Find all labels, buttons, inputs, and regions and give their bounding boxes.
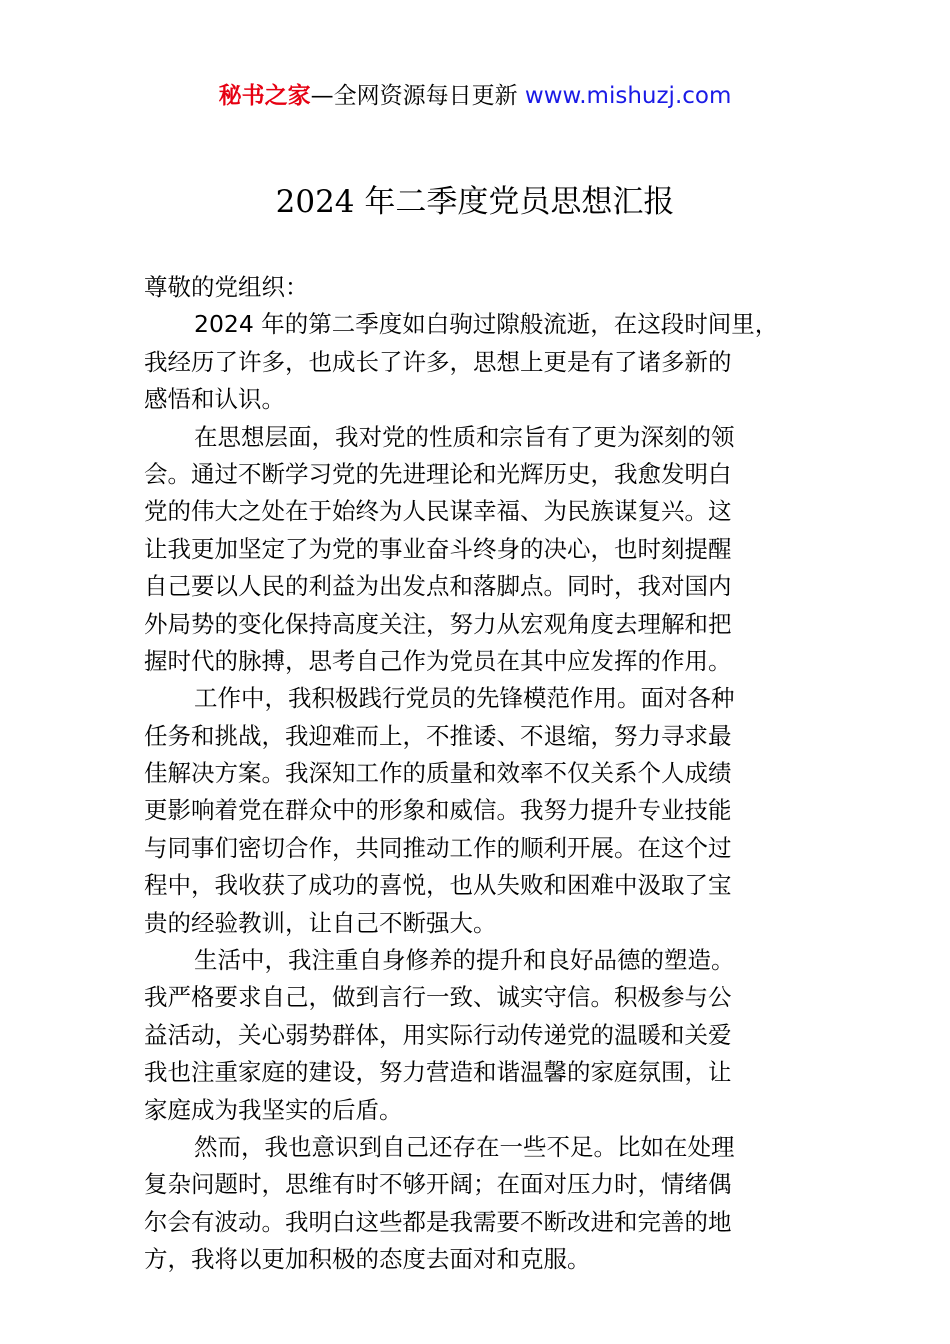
- body-line: 与同事们密切合作，共同推动工作的顺利开展。在这个过: [144, 833, 732, 862]
- site-tagline: —全网资源每日更新: [310, 83, 525, 109]
- body-line: 生活中，我注重自身修养的提升和良好品德的塑造。: [194, 946, 735, 975]
- document-body: [144, 269, 814, 1279]
- body-line: 外局势的变化保持高度关注，努力从宏观角度去理解和把: [144, 609, 732, 638]
- body-line: 复杂问题时，思维有时不够开阔；在面对压力时，情绪偶: [144, 1170, 732, 1199]
- site-brand: 秘书之家: [218, 83, 311, 109]
- site-url-link[interactable]: www.mishuzj.com: [524, 83, 732, 109]
- body-line: 更影响着党在群众中的形象和威信。我努力提升专业技能: [144, 796, 732, 825]
- body-line: 我经历了许多，也成长了许多，思想上更是有了诸多新的: [144, 347, 732, 376]
- body-line: 在思想层面，我对党的性质和宗旨有了更为深刻的领: [194, 422, 735, 451]
- body-line: 让我更加坚定了为党的事业奋斗终身的决心，也时刻提醒: [144, 534, 732, 563]
- body-line: 然而，我也意识到自己还存在一些不足。比如在处理: [194, 1132, 735, 1161]
- body-line: 贵的经验教训，让自己不断强大。: [144, 908, 497, 937]
- body-line: 益活动，关心弱势群体，用实际行动传递党的温暖和关爱: [144, 1020, 732, 1049]
- body-line: 感悟和认识。: [144, 385, 285, 414]
- body-line: 2024 年的第二季度如白驹过隙般流逝，在这段时间里，: [194, 310, 779, 339]
- body-line: 尔会有波动。我明白这些都是我需要不断改进和完善的地: [144, 1207, 732, 1236]
- body-line: 我严格要求自己，做到言行一致、诚实守信。积极参与公: [144, 983, 732, 1012]
- body-line: 佳解决方案。我深知工作的质量和效率不仅关系个人成绩: [144, 759, 732, 788]
- body-line: 工作中，我积极践行党员的先锋模范作用。面对各种: [194, 684, 735, 713]
- body-line: 程中，我收获了成功的喜悦，也从失败和困难中汲取了宝: [144, 871, 732, 900]
- salutation-line: 尊敬的党组织：: [144, 273, 309, 301]
- body-line: 任务和挑战，我迎难而上，不推诿、不退缩，努力寻求最: [144, 721, 732, 750]
- body-line: 会。通过不断学习党的先进理论和光辉历史，我愈发明白: [144, 459, 732, 488]
- body-line: 自己要以人民的利益为出发点和落脚点。同时，我对国内: [144, 572, 732, 601]
- body-line: 家庭成为我坚实的后盾。: [144, 1095, 403, 1124]
- body-line: 方，我将以更加积极的态度去面对和克服。: [144, 1245, 591, 1274]
- body-line: 党的伟大之处在于始终为人民谋幸福、为民族谋复兴。这: [144, 497, 732, 526]
- body-line: 我也注重家庭的建设，努力营造和谐温馨的家庭氛围，让: [144, 1058, 732, 1087]
- body-line: 握时代的脉搏，思考自己作为党员在其中应发挥的作用。: [144, 646, 732, 675]
- document-title: 2024 年二季度党员思想汇报: [275, 184, 675, 220]
- site-header: [0, 80, 950, 112]
